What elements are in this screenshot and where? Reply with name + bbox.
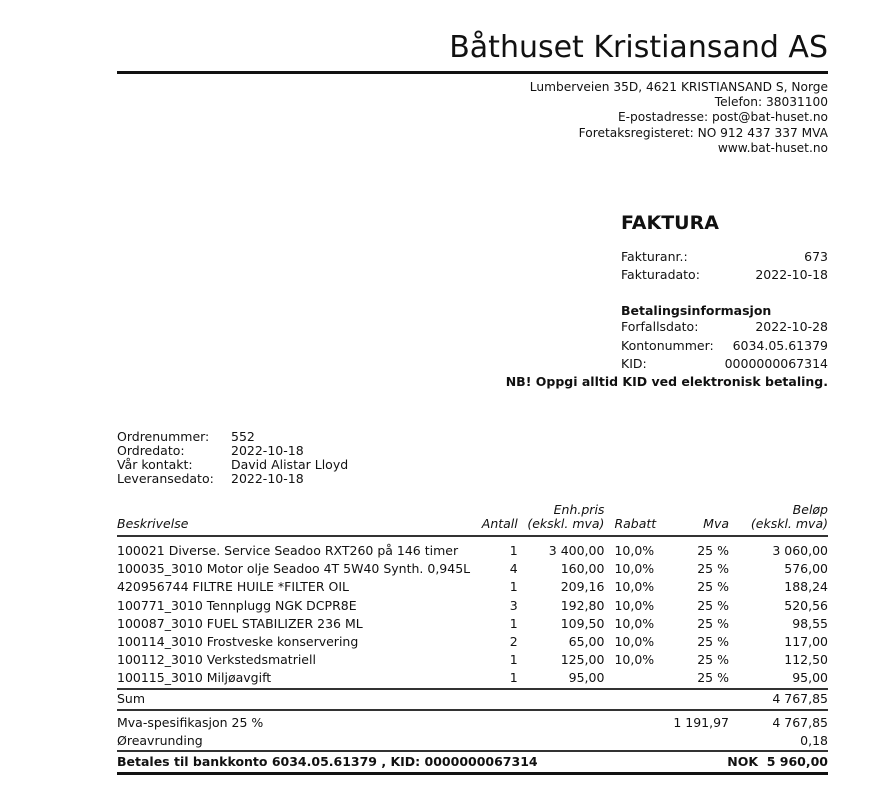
order-number: 552 xyxy=(231,429,255,444)
order-date: 2022-10-18 xyxy=(231,443,304,458)
item-quantity: 4 xyxy=(509,561,518,577)
item-vat: 25 % xyxy=(697,579,729,595)
item-discount: 10,0% xyxy=(614,543,655,559)
item-vat: 25 % xyxy=(697,615,729,631)
header-divider xyxy=(117,71,828,74)
header-amount xyxy=(729,503,828,536)
item-amount: 188,24 xyxy=(784,579,828,595)
table-row xyxy=(117,615,828,633)
vat-spec-label: Mva-spesifikasjon 25 % xyxy=(117,714,264,730)
order-number-row xyxy=(117,430,348,444)
item-discount: 10,0% xyxy=(614,634,655,650)
total-value: NOK 5 960,00 xyxy=(675,751,828,774)
table-row xyxy=(117,560,828,578)
rounding-label: Øreavrunding xyxy=(117,732,729,751)
header-description: Beskrivelse xyxy=(117,503,470,536)
item-unit-price: 192,80 xyxy=(560,597,605,613)
item-vat: 25 % xyxy=(697,634,729,650)
order-number-label: Ordrenummer: xyxy=(117,429,210,444)
table-row xyxy=(117,536,828,560)
contact-row xyxy=(117,458,348,472)
header-quantity: Antall xyxy=(470,503,518,536)
invoice-number: 673 xyxy=(804,249,828,264)
company-website[interactable]: www.bat-huset.no xyxy=(717,140,828,155)
company-email: E-postadresse: post@bat-huset.no xyxy=(617,110,828,125)
item-discount: 10,0% xyxy=(614,652,655,668)
header-unit-price xyxy=(518,503,605,536)
table-row xyxy=(117,597,828,615)
kid-row xyxy=(621,356,828,375)
item-unit-price: 109,50 xyxy=(560,615,605,631)
due-date: 2022-10-28 xyxy=(755,319,828,334)
item-quantity: 1 xyxy=(509,652,518,668)
invoice-date: 2022-10-18 xyxy=(755,266,828,282)
contact-label: Vår kontakt: xyxy=(117,457,193,472)
delivery-date-label: Leveransedato: xyxy=(117,471,214,486)
item-unit-price: 209,16 xyxy=(560,579,605,595)
total-row xyxy=(117,751,828,774)
item-discount: 10,0% xyxy=(614,597,655,613)
company-name: Båthuset Kristiansand AS xyxy=(449,30,828,65)
item-amount: 576,00 xyxy=(784,561,828,577)
sum-value: 4 767,85 xyxy=(729,689,828,710)
item-quantity: 3 xyxy=(509,597,518,613)
company-address: Lumberveien 35D, 4621 KRISTIANSAND S, Norge xyxy=(529,80,828,94)
table-row xyxy=(117,651,828,669)
item-amount: 520,56 xyxy=(784,597,828,613)
item-quantity: 1 xyxy=(470,669,518,688)
header-amount-line1: Beløp xyxy=(792,502,828,517)
invoice-date-label: Fakturadato: xyxy=(621,266,700,282)
account-row xyxy=(621,338,828,357)
rounding-row xyxy=(117,732,828,751)
order-date-row xyxy=(117,444,348,458)
vat-spec-base: 4 767,85 xyxy=(772,714,828,730)
item-vat: 25 % xyxy=(697,597,729,613)
order-date-label: Ordredato: xyxy=(117,443,185,458)
rounding-value: 0,18 xyxy=(729,732,828,751)
company-info xyxy=(530,80,828,156)
invoice-details xyxy=(621,249,828,284)
invoice-date-row xyxy=(621,267,828,285)
payment-info-title: Betalingsinformasjon xyxy=(621,303,772,318)
item-description: 100035_3010 Motor olje Seadoo 4T 5W40 Synth. 0,945L xyxy=(117,561,471,577)
item-discount xyxy=(604,669,674,688)
item-amount: 112,50 xyxy=(784,652,828,668)
delivery-date: 2022-10-18 xyxy=(231,471,304,486)
table-row xyxy=(117,669,828,688)
item-quantity: 2 xyxy=(509,634,518,650)
kid-number: 0000000067314 xyxy=(724,356,828,371)
item-amount: 3 060,00 xyxy=(772,543,828,559)
item-amount: 117,00 xyxy=(784,634,828,650)
invoice-number-label: Fakturanr.: xyxy=(621,249,688,264)
header-discount: Rabatt xyxy=(604,503,674,536)
due-date-row xyxy=(621,319,828,338)
header-vat: Mva xyxy=(675,503,729,536)
item-vat: 25 % xyxy=(697,543,729,559)
contact-name: David Alistar Lloyd xyxy=(231,457,349,472)
item-discount: 10,0% xyxy=(614,615,655,631)
item-amount: 95,00 xyxy=(729,669,828,688)
item-unit-price: 95,00 xyxy=(518,669,605,688)
invoice-lines-table xyxy=(117,503,828,775)
header-unit-price-line1: Enh.pris xyxy=(553,502,605,517)
item-discount: 10,0% xyxy=(614,579,655,595)
payment-details xyxy=(621,319,828,375)
item-description: 100087_3010 FUEL STABILIZER 236 ML xyxy=(117,615,363,631)
item-quantity: 1 xyxy=(509,579,518,595)
kid-notice: NB! Oppgi alltid KID ved elektronisk betaling. xyxy=(505,374,828,389)
item-description: 100112_3010 Verkstedsmatriell xyxy=(117,652,316,668)
invoice-number-row xyxy=(621,249,828,267)
item-unit-price: 125,00 xyxy=(560,652,605,668)
vat-spec-amount: 1 191,97 xyxy=(673,714,729,730)
kid-label: KID: xyxy=(621,356,647,371)
vat-spec-row xyxy=(117,710,828,732)
table-header-row xyxy=(117,503,828,536)
header-unit-price-line2: (ekskl. mva) xyxy=(527,516,605,531)
table-row xyxy=(117,633,828,651)
item-description: 100114_3010 Frostveske konservering xyxy=(117,634,359,650)
item-amount: 98,55 xyxy=(792,615,828,631)
header-amount-line2: (ekskl. mva) xyxy=(750,516,828,531)
item-vat: 25 % xyxy=(697,652,729,668)
item-vat: 25 % xyxy=(675,669,729,688)
table-row xyxy=(117,578,828,596)
delivery-date-row xyxy=(117,472,348,486)
item-description: 100021 Diverse. Service Seadoo RXT260 på 146 timer xyxy=(117,543,459,559)
account-number: 6034.05.61379 xyxy=(732,337,828,353)
item-unit-price: 160,00 xyxy=(560,561,605,577)
company-phone: Telefon: 38031100 xyxy=(714,95,828,110)
company-registry: Foretaksregisteret: NO 912 437 337 MVA xyxy=(578,125,828,140)
item-unit-price: 3 400,00 xyxy=(548,543,605,559)
item-vat: 25 % xyxy=(697,561,729,577)
item-description: 420956744 FILTRE HUILE *FILTER OIL xyxy=(117,579,349,595)
item-description: 100771_3010 Tennplugg NGK DCPR8E xyxy=(117,597,357,613)
sum-label: Sum xyxy=(117,689,470,710)
item-quantity: 1 xyxy=(509,615,518,631)
item-quantity: 1 xyxy=(509,543,518,559)
due-date-label: Forfallsdato: xyxy=(621,319,699,334)
order-info xyxy=(117,430,348,486)
item-discount: 10,0% xyxy=(614,561,655,577)
item-unit-price: 65,00 xyxy=(568,634,605,650)
sum-row xyxy=(117,689,828,710)
item-description: 100115_3010 Miljøavgift xyxy=(117,669,470,688)
total-label: Betales til bankkonto 6034.05.61379 , KID: 0000000067314 xyxy=(117,751,675,774)
account-label: Kontonummer: xyxy=(621,337,714,353)
invoice-title: FAKTURA xyxy=(621,212,719,234)
